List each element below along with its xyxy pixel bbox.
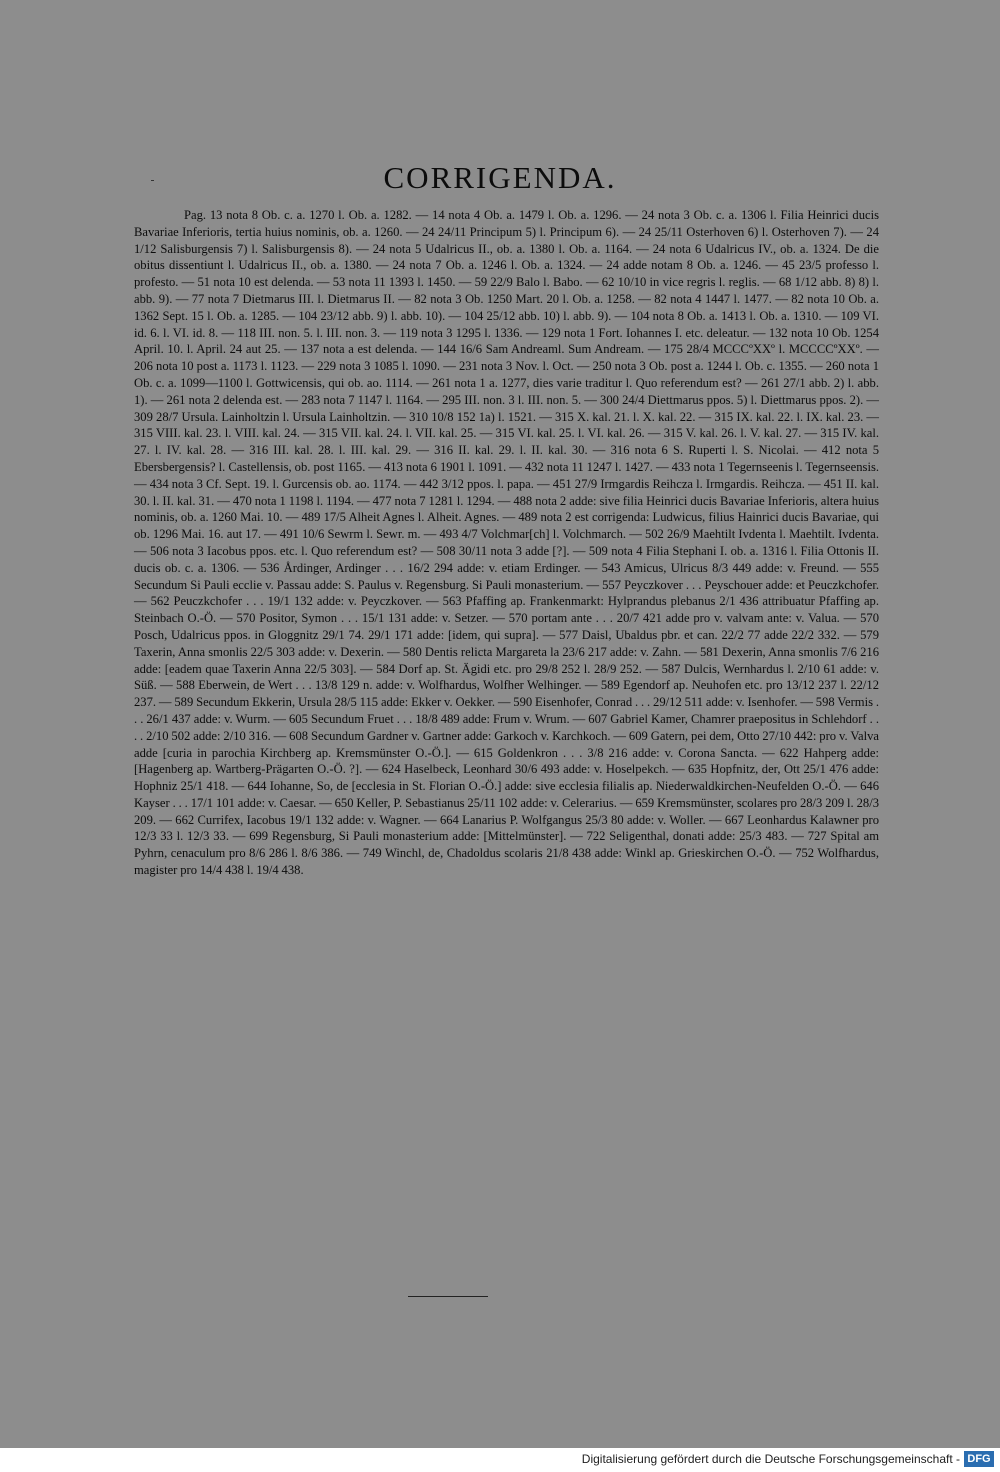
footer-bar: [0, 1448, 1000, 1472]
funding-notice: Digitalisierung gefördert durch die Deutsche Forschungsgemeinschaft -: [581, 1452, 960, 1466]
dfg-logo-icon: DFG: [964, 1451, 994, 1467]
closing-rule: [408, 1296, 488, 1297]
page-title: CORRIGENDA.: [383, 160, 617, 195]
corrigenda-text: Pag. 13 nota 8 Ob. c. a. 1270 l. Ob. a. 1282. — 14 nota 4 Ob. a. 1479 l. Ob. a. 1296. — 24 nota 3 Ob. c. a. 1306 l. Filia Heinrici ducis Bavariae Inferioris, tertia huius nominis, ob. a. 1260. — 24 24/11 Principum 5) l. Principum 6). — 24 25/11 Osterhoven 6) l. Osterhoven 7). — 24 1/12 Salisburgensis 7) l. Salisburgensis 8). — 24 nota 5 Udalricus II., ob. a. 1380 l. Ob. a. 1164. — 24 nota 6 Udalricus IV., ob. a. 1324. De die obitus dissentiunt l. Udalricus II., ob. a. 1380. — 24 nota 7 Ob. a. 1246 l. Ob. a. 1324. — 24 adde notam 8 Ob. a. 1246. — 45 23/5 professo l. profesto. — 51 nota 10 est delenda. — 53 nota 11 1393 l. 1450. — 59 22/9 Balo l. Babo. — 62 10/10 in vice regris l. reglis. — 68 1/12 abb. 8) 8) l. abb. 9). — 77 nota 7 Dietmarus III. l. Dietmarus II. — 82 nota 3 Ob. 1250 Mart. 20 l. Ob. a. 1258. — 82 nota 4 1447 l. 1477. — 82 nota 10 Ob. a. 1362 Sept. 15 l. Ob. a. 1285. — 104 23/12 abb. 9) l. abb. 10). — 104 25/12 abb. 10) l. abb. 9). — 104 nota 8 Ob. a. 1413 l. Ob. a. 1310. — 109 VI. id. 6. l. VI. id. 8. — 118 III. non. 5. l. III. non. 3. — 119 nota 3 1295 l. 1336. — 129 nota 1 Fort. Iohannes I. etc. deleatur. — 132 nota 10 Ob. 1254 April. 10. l. April. 24 aut 25. — 137 nota a est delenda. — 144 16/6 Sam Andreaml. Sum Andream. — 175 28/4 MCCCºXXº l. MCCCCºXXº. — 206 nota 10 post a. 1173 l. 1123. — 229 nota 3 1085 l. 1090. — 231 nota 3 Nov. l. Oct. — 250 nota 3 Ob. post a. 1244 l. Ob. c. 1355. — 260 nota 1 Ob. c. a. 1099—1100 l. Gottwicensis, qui ob. ao. 1114. — 261 nota 1 a. 1277, dies varie traditur l. Quo referendum est? — 261 27/1 abb. 2) l. abb. 1). — 261 nota 2 delenda est. — 283 nota 7 1147 l. 1164. — 295 III. non. 3 l. III. non. 5. — 300 24/4 Diettmarus ppos. 5) l. Diettmarus ppos. 2). — 309 28/7 Ursula. Lainholtzin l. Ursula Lainholtzin. — 310 10/8 152 1a) l. 1521. — 315 X. kal. 21. l. X. kal. 22. — 315 IX. kal. 22. l. IX. kal. 23. — 315 VIII. kal. 23. l. VIII. kal. 24. — 315 VII. kal. 24. l. VII. kal. 25. — 315 VI. kal. 25. l. VI. kal. 26. — 315 V. kal. 26. l. V. kal. 27. — 315 IV. kal. 27. l. IV. kal. 28. — 316 III. kal. 28. l. III. kal. 29. — 316 II. kal. 29. l. II. kal. 30. — 316 nota 6 S. Ruperti l. S. Nicolai. — 412 nota 5 Ebersbergensis? l. Castellensis, ob. post 1165. — 413 nota 6 1901 l. 1091. — 432 nota 11 1247 l. 1427. — 433 nota 1 Tegernseenis l. Tegernseensis. — 434 nota 3 Cf. Sept. 19. l. Gurcensis ob. ao. 1174. — 442 3/12 ppos. l. papa. — 451 27/9 Irmgardis Reihcza l. Irmgardis. Reihcza. — 451 II. kal. 30. l. II. kal. 31. — 470 nota 1 1198 l. 1194. — 477 nota 7 1281 l. 1294. — 488 nota 2 adde: sive filia Heinrici ducis Bavariae Inferioris, altera huius nominis, ob. a. 1260 Mai. 10. — 489 17/5 Alheit Agnes l. Alheit. Agnes. — 489 nota 2 est corrigenda: Ludwicus, filius Hainrici ducis Bavariae, qui ob. 1296 Mai. 16. aut 17. — 491 10/6 Sewrm l. Sewr. m. — 493 4/7 Volchmar[ch] l. Volchmarch. — 502 26/9 Maehtilt Ivdenta l. Maehtilt. Ivdenta. — 506 nota 3 Iacobus ppos. etc. l. Quo referendum est? — 508 30/11 nota 3 adde [?]. — 509 nota 4 Filia Stephani I. ob. a. 1316 l. Filia Ottonis II. ducis ob. c. a. 1306. — 536 Årdinger, Ardinger . . . 16/2 294 adde: v. etiam Erdinger. — 543 Amicus, Ulricus 8/3 449 adde: v. Freund. — 555 Secundum Si Pauli ecclie v. Passau adde: S. Paulus v. Regensburg. Si Pauli monasterium. — 557 Peyczkover . . . Peyschouer adde: et Peuczkchofer. — 562 Peuczkchofer . . . 19/1 132 adde: v. Peyczkover. — 563 Pfaffing ap. Frankenmarkt: Hylprandus plebanus 2/1 436 attribuatur Pfaffing ap. Steinbach O.-Ö. — 570 Positor, Symon . . . 15/1 131 adde: v. Setzer. — 570 portam ante . . . 20/7 421 adde pro v. valvam ante: v. Valua. — 570 Posch, Udalricus ppos. in Gloggnitz 29/1 74. 29/1 171 adde: [idem, qui supra]. — 577 Daisl, Ubaldus pbr. et can. 22/2 77 adde 22/2 332. — 579 Taxerin, Anna smonlis 22/5 303 adde: v. Dexerin. — 580 Dentis relicta Margareta la 23/6 217 adde: v. Zahn. — 581 Dexerin, Anna smonlis 7/6 216 adde: [eadem quae Taxerin Anna 22/5 303]. — 584 Dorf ap. St. Ägidi etc. pro 29/8 252 l. 28/9 252. — 587 Dulcis, Wernhardus l. 2/10 61 adde: v. Süß. — 588 Eberwein, de Wert . . . 13/8 129 n. adde: v. Wolfhardus, Wolfher Welhinger. — 589 Egendorf ap. Neuhofen etc. pro 13/12 237 l. 22/12 237. — 589 Secundum Ekkerin, Ursula 28/5 115 adde: Ekker v. Oekker. — 590 Eisenhofer, Conrad . . . 29/12 511 adde: v. Isenhofer. — 598 Vermis . . . 26/1 437 adde: v. Wurm. — 605 Secundum Fruet . . . 18/8 489 adde: Frum v. Wrum. — 607 Gabriel Kamer, Chamrer praepositus in Schlehdorf . . . . 2/10 502 adde: 2/10 316. — 608 Secundum Gardner v. Gartner adde: Garkoch v. Karchkoch. — 609 Gatern, pei dem, Otto 27/10 442: pro v. Valva adde [curia in parochia Kirchberg ap. Kremsmünster O.-Ö.]. — 615 Goldenkron . . . 3/8 216 adde: v. Corona Sancta. — 622 Hahperg adde: [Hagenberg ap. Wartberg-Prägarten O.-Ö. ?]. — 624 Haselbeck, Leonhard 30/6 493 adde: v. Hoselpekch. — 635 Hopfnitz, der, Ott 25/1 476 adde: Hophniz 25/1 418. — 644 Iohanne, So, de [ecclesia in St. Florian O.-Ö.] adde: sive ecclesia filialis ap. Niederwaldkirchen-Neufelden O.-Ö. — 646 Kayser . . . 17/1 101 adde: v. Caesar. — 650 Keller, P. Sebastianus 25/11 102 adde: v. Celerarius. — 659 Kremsmünster, scolares pro 28/3 209 l. 28/3 209. — 662 Currifex, Iacobus 19/1 132 adde: v. Wagner. — 664 Lanarius P. Wolfgangus 25/3 80 adde: v. Woller. — 667 Leonhardus Kalawner pro 12/3 33 l. 12/3 33. — 699 Regensburg, Si Pauli monasterium adde: [Mittelmünster]. — 722 Seligenthal, donati adde: 25/3 483. — 727 Spital am Pyhrn, cenaculum pro 8/6 286 l. 8/6 386. — 749 Winchl, de, Chadoldus scolaris 21/8 438 adde: Winkl ap. Grieskirchen O.-Ö. — 752 Wolfhardus, magister pro 14/4 438 l. 19/4 438.: [134, 208, 879, 878]
